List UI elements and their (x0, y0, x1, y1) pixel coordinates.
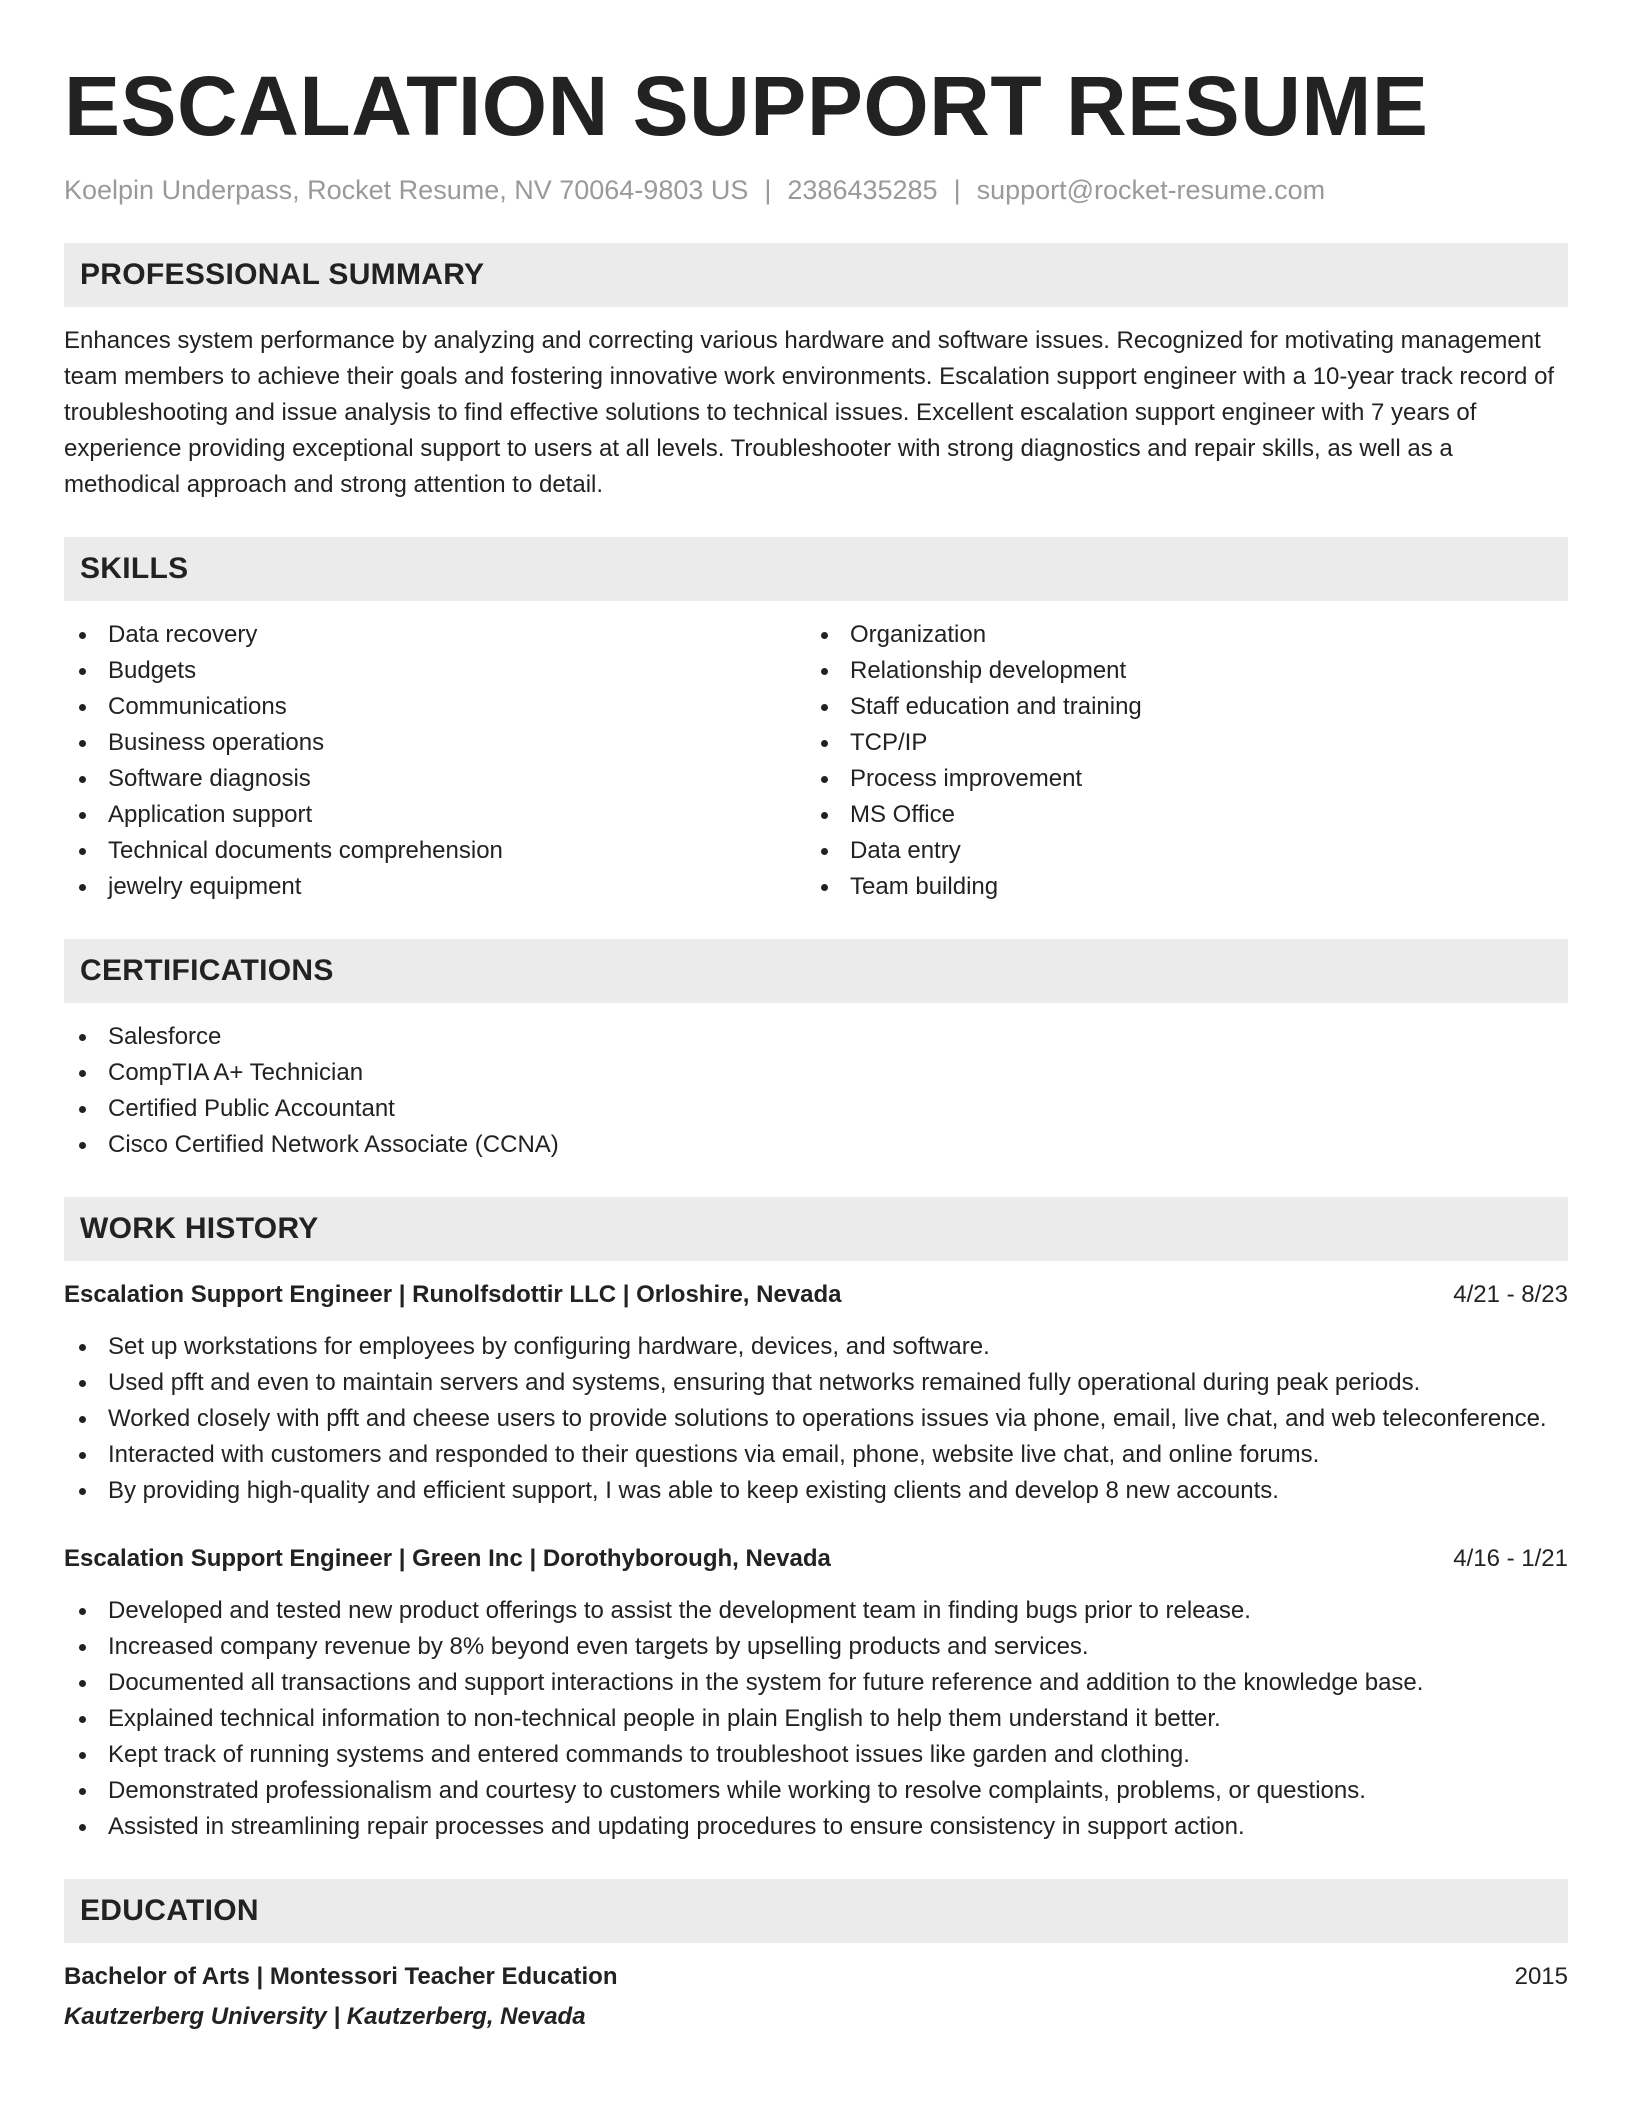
skill-item: jewelry equipment (64, 869, 806, 905)
job-bullet: Increased company revenue by 8% beyond even targets by upselling products and services. (64, 1629, 1568, 1665)
job-bullet: Used pfft and even to maintain servers and systems, ensuring that networks remained fully operational during peak periods. (64, 1365, 1568, 1401)
skills-section-header: SKILLS (64, 537, 1568, 601)
education-year: 2015 (1514, 1963, 1568, 1990)
certifications-list (64, 1019, 1568, 1163)
summary-section-header: PROFESSIONAL SUMMARY (64, 243, 1568, 307)
resume-name: ESCALATION SUPPORT RESUME (64, 59, 1429, 153)
certification-item: Salesforce (64, 1019, 1568, 1055)
skills-left-list (64, 617, 806, 905)
skill-item: Software diagnosis (64, 761, 806, 797)
education-section-header: EDUCATION (64, 1879, 1568, 1943)
skill-item: Data recovery (64, 617, 806, 653)
skill-item: Business operations (64, 725, 806, 761)
certification-item: CompTIA A+ Technician (64, 1055, 1568, 1091)
job-bullets (64, 1593, 1568, 1845)
skills-right-list (806, 617, 1548, 905)
contact-separator: | (764, 175, 772, 205)
skill-item: Technical documents comprehension (64, 833, 806, 869)
job-bullet: Explained technical information to non-technical people in plain English to help them understand it better. (64, 1701, 1568, 1737)
skill-item: Process improvement (806, 761, 1548, 797)
work-history-section-header: WORK HISTORY (64, 1197, 1568, 1261)
contact-address: Koelpin Underpass, Rocket Resume, NV 70064-9803 US (64, 175, 749, 205)
job-header (64, 1277, 1568, 1313)
job-dates: 4/16 - 1/21 (1453, 1545, 1568, 1572)
contact-email: support@rocket-resume.com (976, 175, 1326, 205)
certifications-section-header: CERTIFICATIONS (64, 939, 1568, 1003)
job-header (64, 1541, 1568, 1577)
job-bullet: Developed and tested new product offerings to assist the development team in finding bugs prior to release. (64, 1593, 1568, 1629)
job-bullet: Interacted with customers and responded to their questions via email, phone, website live chat, and online forums. (64, 1437, 1568, 1473)
job-title: Escalation Support Engineer | Green Inc | Dorothyborough, Nevada (64, 1545, 831, 1572)
skill-item: Application support (64, 797, 806, 833)
contact-separator: | (953, 175, 961, 205)
job-bullet: Documented all transactions and support interactions in the system for future reference and addition to the knowledge base. (64, 1665, 1568, 1701)
skill-item: Communications (64, 689, 806, 725)
certification-item: Certified Public Accountant (64, 1091, 1568, 1127)
skill-item: Relationship development (806, 653, 1548, 689)
skill-item: Data entry (806, 833, 1548, 869)
summary-text: Enhances system performance by analyzing and correcting various hardware and software issues. Recognized for motivating management team members to achieve their goals and fostering innovative work environments. Escalation support engineer with a 10-year track record of troubleshooting and issue analysis to find effective solutions to technical issues. Excellent escalation support engineer with 7 years of experience providing exceptional support to users at all levels. Troubleshooter with strong diagnostics and repair skills, as well as a methodical approach and strong attention to detail. (64, 327, 1555, 498)
job-bullet: Set up workstations for employees by configuring hardware, devices, and software. (64, 1329, 1568, 1365)
contact-line (64, 172, 1568, 208)
job-title: Escalation Support Engineer | Runolfsdottir LLC | Orloshire, Nevada (64, 1281, 842, 1308)
skill-item: Budgets (64, 653, 806, 689)
job-bullet: Worked closely with pfft and cheese users to provide solutions to operations issues via phone, email, live chat, and web teleconference. (64, 1401, 1568, 1437)
job-bullet: Assisted in streamlining repair processes and updating procedures to ensure consistency in support action. (64, 1809, 1568, 1845)
contact-phone: 2386435285 (787, 175, 938, 205)
job-dates: 4/21 - 8/23 (1453, 1281, 1568, 1308)
education-school: Kautzerberg University | Kautzerberg, Nevada (64, 2003, 586, 2030)
job-bullet: Demonstrated professionalism and courtesy to customers while working to resolve complaints, problems, or questions. (64, 1773, 1568, 1809)
skill-item: Organization (806, 617, 1548, 653)
skill-item: Team building (806, 869, 1548, 905)
education-degree: Bachelor of Arts | Montessori Teacher Education (64, 1963, 618, 1990)
certification-item: Cisco Certified Network Associate (CCNA) (64, 1127, 1568, 1163)
job-bullet: Kept track of running systems and entered commands to troubleshoot issues like garden and clothing. (64, 1737, 1568, 1773)
skill-item: Staff education and training (806, 689, 1548, 725)
job-bullet: By providing high-quality and efficient support, I was able to keep existing clients and develop 8 new accounts. (64, 1473, 1568, 1509)
skills-grid (64, 617, 1568, 905)
job-bullets (64, 1329, 1568, 1509)
skill-item: TCP/IP (806, 725, 1548, 761)
skill-item: MS Office (806, 797, 1548, 833)
education-header (64, 1959, 1568, 1995)
